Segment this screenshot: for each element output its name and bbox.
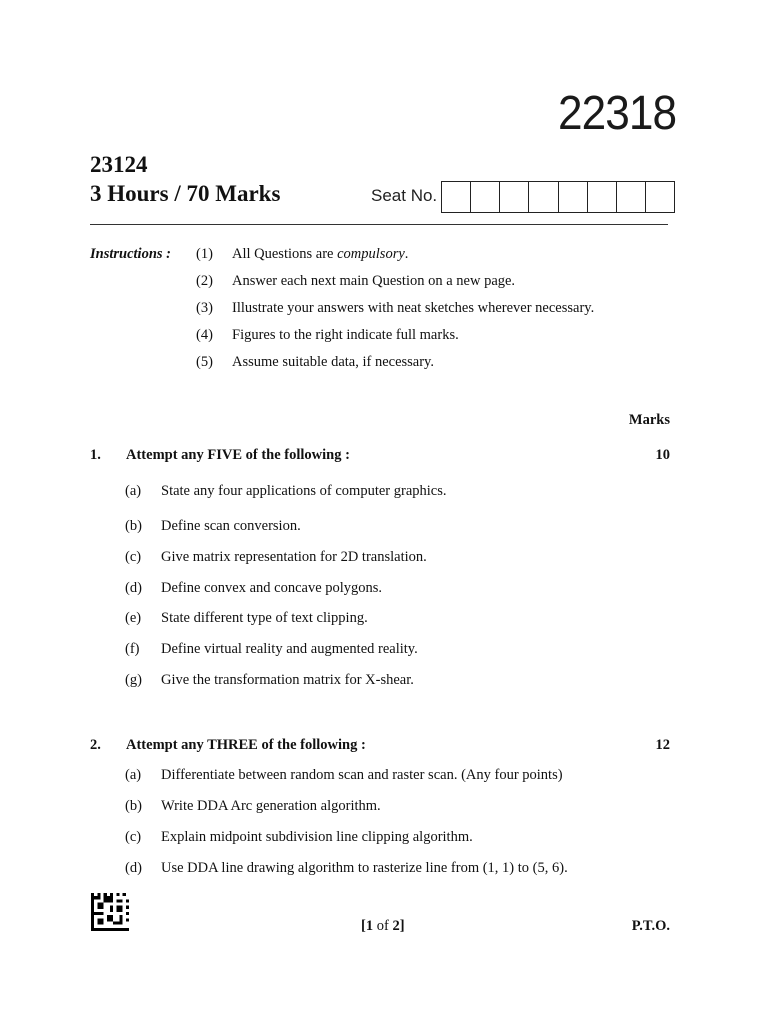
question-title: Attempt any FIVE of the following : [126,447,350,463]
sub-question-text: Write DDA Arc generation algorithm. [161,798,381,814]
instruction-text-part: . [404,246,409,262]
sub-question-letter: (g) [125,672,142,688]
header-divider [90,224,668,225]
page-bracket: [ [361,918,366,934]
page-total: 2 [392,918,400,934]
seat-digit-box[interactable] [442,182,471,212]
sub-question-text: Define virtual reality and augmented reality. [161,641,418,657]
sub-question-text: State any four applications of computer graphics. [161,483,447,499]
instruction-text: Illustrate your answers with neat sketches wherever necessary. [232,300,595,316]
question-number: 2. [90,737,101,753]
page-current: 1 [365,918,374,934]
instruction-item [0,327,768,347]
marks-column-heading: Marks [628,412,670,428]
sub-question-letter: (c) [125,549,142,565]
sub-question-letter: (e) [125,610,142,626]
sub-question-text: Give matrix representation for 2D translation. [161,549,427,565]
page-of: of [373,918,393,934]
sub-question-text: Give the transformation matrix for X-shear. [161,672,414,688]
sub-question-letter: (b) [125,798,142,814]
question-title: Attempt any THREE of the following : [126,737,366,753]
paper-code: 22318 [558,87,677,140]
instruction-number: (1) [196,246,213,262]
sub-question-text: Explain midpoint subdivision line clipping algorithm. [161,829,473,845]
sub-question-letter: (a) [125,483,142,499]
seat-number-boxes[interactable] [441,181,675,213]
sub-question-letter: (f) [125,641,140,657]
sub-question-text: Define convex and concave polygons. [161,580,383,596]
question-number: 1. [90,447,101,463]
instruction-number: (4) [196,327,213,343]
instruction-text-part: All Questions are [232,246,338,262]
sub-question-letter: (b) [125,518,142,534]
page-bracket: ] [399,918,405,934]
seat-digit-box[interactable] [471,182,500,212]
instruction-number: (3) [196,300,213,316]
seat-digit-box[interactable] [617,182,646,212]
instruction-item [0,354,768,374]
sub-question-letter: (a) [125,767,142,783]
seat-number-label: Seat No. [371,186,438,205]
instruction-number: (2) [196,273,213,289]
sub-question-text: Differentiate between random scan and raster scan. (Any four points) [161,767,563,783]
datamatrix-barcode-icon [91,893,129,931]
question-marks: 12 [655,737,670,753]
sub-question-letter: (d) [125,860,142,876]
seat-digit-box[interactable] [529,182,558,212]
instruction-text: Answer each next main Question on a new page. [232,273,516,289]
please-turn-over: P.T.O. [631,918,670,934]
instruction-item [0,300,768,320]
duration-marks: 3 Hours / 70 Marks [90,181,281,206]
seat-digit-box[interactable] [559,182,588,212]
instruction-text-emphasis: compulsory [337,246,405,262]
instruction-text: Figures to the right indicate full marks. [232,327,459,343]
instruction-item [0,273,768,293]
instruction-number: (5) [196,354,213,370]
seat-digit-box[interactable] [588,182,617,212]
instruction-item [0,246,768,266]
page-indicator [361,918,405,935]
sub-question-letter: (c) [125,829,142,845]
question-marks: 10 [655,447,670,463]
instruction-text: Assume suitable data, if necessary. [232,354,434,370]
sub-question-letter: (d) [125,580,142,596]
subject-code: 23124 [90,152,148,177]
seat-digit-box[interactable] [500,182,529,212]
instruction-text [232,246,408,263]
sub-question-text: Use DDA line drawing algorithm to rasterize line from (1, 1) to (5, 6). [161,860,568,876]
sub-question-text: Define scan conversion. [161,518,301,534]
sub-question-text: State different type of text clipping. [161,610,368,626]
seat-digit-box[interactable] [646,182,674,212]
instructions-label: Instructions : [90,246,171,262]
